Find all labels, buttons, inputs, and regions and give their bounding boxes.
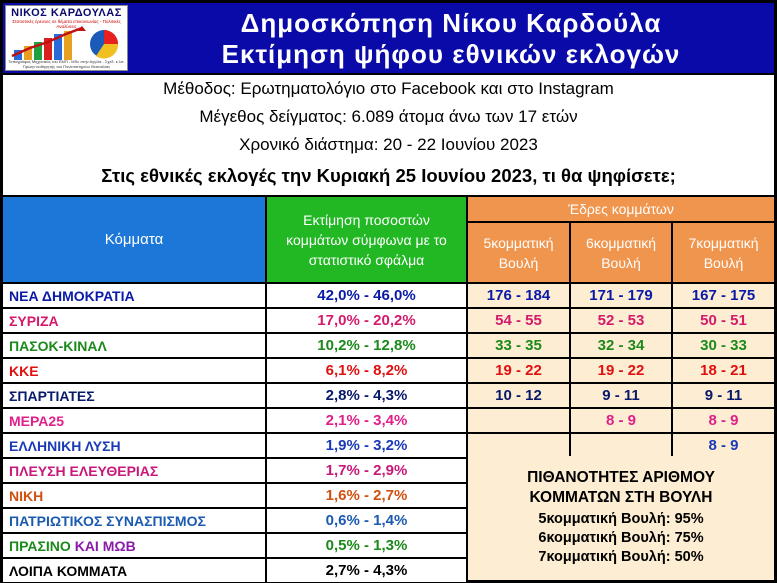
header-parties: Κόμματα — [3, 197, 265, 282]
poll-info — [3, 75, 774, 195]
party-seats6: 8 - 9 — [571, 409, 671, 432]
party-name-part: ΠΡΑΣΙΝΟ — [9, 537, 71, 554]
logo-tagline: Στατιστικές έρευνες σε θέματα επικοινωνίας - Πολιτικές Αναλύσεις — [12, 19, 121, 29]
party-seats6: 19 - 22 — [571, 359, 671, 382]
party-estimate: 1,6% - 2,7% — [267, 484, 466, 507]
header-seats6: 6κομματική Βουλή — [571, 223, 671, 282]
party-name: ΝΙΚΗ — [3, 484, 265, 507]
party-estimate: 2,1% - 3,4% — [267, 409, 466, 432]
logo-name: ΝΙΚΟΣ ΚΑΡΔΟΥΛΑΣ — [11, 7, 122, 19]
party-estimate: 42,0% - 46,0% — [267, 284, 466, 307]
party-name: ΝΕΑ ΔΗΜΟΚΡΑΤΙΑ — [3, 284, 265, 307]
question-text: Στις εθνικές εκλογές την Κυριακή 25 Ιουνίου 2023, τι θα ψηφίσετε; — [101, 165, 676, 186]
party-estimate: 10,2% - 12,8% — [267, 334, 466, 357]
prob-7: 7κομματική Βουλή: 50% — [538, 549, 704, 565]
party-seats7: 50 - 51 — [673, 309, 774, 332]
party-name: ΕΛΛΗΝΙΚΗ ΛΥΣΗ — [3, 434, 265, 457]
header-seats7: 7κομματική Βουλή — [673, 223, 774, 282]
header-seats5: 5κομματική Βουλή — [468, 223, 569, 282]
party-name: ΠΛΕΥΣΗ ΕΛΕΥΘΕΡΙΑΣ — [3, 459, 265, 482]
party-seats6: 32 - 34 — [571, 334, 671, 357]
party-estimate: 17,0% - 20,2% — [267, 309, 466, 332]
party-seats6: 171 - 179 — [571, 284, 671, 307]
party-seats6: 9 - 11 — [571, 384, 671, 407]
prob-title-1: ΠΙΘΑΝΟΤΗΤΕΣ ΑΡΙΘΜΟΥ — [527, 469, 715, 486]
sample-text: Μέγεθος δείγματος: 6.089 άτομα άνω των 17 ετών — [199, 107, 578, 126]
logo-chart-icon — [10, 26, 124, 60]
party-seats7: 30 - 33 — [673, 334, 774, 357]
prob-title-2: ΚΟΜΜΑΤΩΝ ΣΤΗ ΒΟΥΛΗ — [529, 489, 713, 506]
party-name-part: ΚΑΙ ΜΩΒ — [74, 537, 136, 554]
party-seats5: 33 - 35 — [468, 334, 569, 357]
party-name: ΛΟΙΠΑ ΚΟΜΜΑΤΑ — [3, 559, 265, 582]
party-seats5: 54 - 55 — [468, 309, 569, 332]
party-seats7: 8 - 9 — [673, 409, 774, 432]
header-estimate: Εκτίμηση ποσοστών κομμάτων σύμφωνα με το στατιστικό σφάλμα — [267, 197, 466, 282]
party-seats7: 18 - 21 — [673, 359, 774, 382]
party-name: ΠΑΤΡΙΩΤΙΚΟΣ ΣΥΝΑΣΠΙΣΜΟΣ — [3, 509, 265, 532]
party-name — [3, 534, 265, 557]
party-seats6 — [571, 434, 671, 457]
party-estimate: 1,7% - 2,9% — [267, 459, 466, 482]
party-seats7: 9 - 11 — [673, 384, 774, 407]
party-name: ΠΑΣΟΚ-ΚΙΝΑΛ — [3, 334, 265, 357]
party-name: ΚΚΕ — [3, 359, 265, 382]
party-seats7: 8 - 9 — [673, 434, 774, 457]
party-seats5 — [468, 409, 569, 432]
party-estimate: 0,6% - 1,4% — [267, 509, 466, 532]
party-seats5: 10 - 12 — [468, 384, 569, 407]
party-name: ΣΠΑΡΤΙΑΤΕΣ — [3, 384, 265, 407]
party-seats5: 19 - 22 — [468, 359, 569, 382]
party-seats5 — [468, 434, 569, 457]
party-seats7: 167 - 175 — [673, 284, 774, 307]
pollster-logo — [5, 5, 128, 71]
period-text: Χρονικό διάστημα: 20 - 22 Ιουνίου 2023 — [239, 135, 538, 154]
poll-title: Δημοσκόπηση Νίκου Καρδούλα — [240, 8, 662, 38]
header-seats: Έδρες κομμάτων — [468, 197, 774, 221]
party-seats5: 176 - 184 — [468, 284, 569, 307]
party-name: ΜΕΡΑ25 — [3, 409, 265, 432]
party-seats6: 52 - 53 — [571, 309, 671, 332]
logo-footer: Τοπογράφος Μηχανικός του ΕΜΠ - MSc στην Αγγλία - Σχεδ. κ.λπ. Πρώην καθηγητής του Πανεπιστημίου Θεσσαλίας — [8, 59, 125, 69]
method-text: Μέθοδος: Ερωτηματολόγιο στο Facebook και στο Instagram — [163, 79, 614, 98]
prob-6: 6κομματική Βουλή: 75% — [538, 530, 704, 546]
probabilities-box — [468, 456, 774, 580]
party-estimate: 0,5% - 1,3% — [267, 534, 466, 557]
party-estimate: 2,7% - 4,3% — [267, 559, 466, 582]
party-estimate: 1,9% - 3,2% — [267, 434, 466, 457]
party-estimate: 2,8% - 4,3% — [267, 384, 466, 407]
poll-subtitle: Εκτίμηση ψήφου εθνικών εκλογών — [221, 39, 681, 69]
party-estimate: 6,1% - 8,2% — [267, 359, 466, 382]
party-name: ΣΥΡΙΖΑ — [3, 309, 265, 332]
header-banner — [3, 3, 774, 73]
prob-5: 5κομματική Βουλή: 95% — [538, 511, 704, 527]
